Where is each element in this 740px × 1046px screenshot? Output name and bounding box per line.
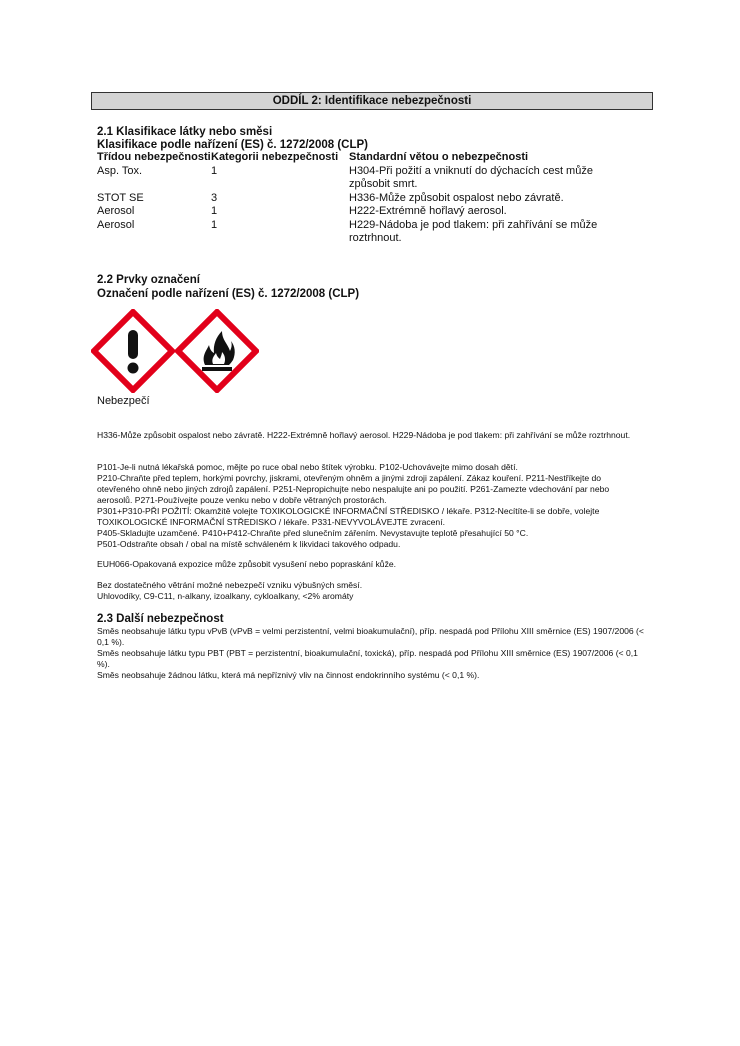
row-statement: H229-Nádoba je pod tlakem: při zahřívání se může roztrhnout. [349, 218, 598, 244]
s21-heading: 2.1 Klasifikace látky nebo směsi [97, 126, 273, 138]
table-row [97, 219, 657, 246]
s21-subheading: Klasifikace podle nařízení (ES) č. 1272/2008 (CLP) [97, 139, 368, 151]
row-statement: H222-Extrémně hořlavý aerosol. [349, 205, 507, 217]
p-statement: P101-Je-li nutná lékařská pomoc, mějte po ruce obal nebo štítek výrobku. P102-Uchovávejte mimo dosah dětí. [97, 462, 518, 472]
row-category: 1 [211, 218, 218, 231]
table-row [97, 192, 657, 206]
flame-icon [175, 309, 259, 393]
exclamation-mark-icon [91, 309, 175, 393]
row-category: 1 [211, 164, 218, 177]
row-category: 3 [211, 191, 218, 204]
table-row [97, 205, 657, 219]
s23-heading: 2.3 Další nebezpečnost [97, 613, 224, 625]
row-class: Aerosol [97, 205, 135, 217]
hazard-statements: H336-Může způsobit ospalost nebo závratě. H222-Extrémně hořlavý aerosol. H229-Nádoba je pod tlakem: při zahřívání se může roztrhnout. [97, 430, 631, 440]
classification-table [97, 151, 657, 246]
supplemental-line: Bez dostatečného větrání možné nebezpečí vzniku výbušných směsí. [97, 580, 363, 590]
ghs-pictograms [91, 309, 259, 393]
p-statement: P405-Skladujte uzamčené. P410+P412-Chraňte před slunečním zářením. Nevystavujte teplotě přesahující 50 °C. [97, 528, 529, 538]
s22-subheading: Označení podle nařízení (ES) č. 1272/2008 (CLP) [97, 288, 360, 300]
col-header-class: Třídou nebezpečnosti [97, 151, 211, 163]
p-statement: P210-Chraňte před teplem, horkými povrchy, jiskrami, otevřeným ohněm a jinými zdroji zapálení. Zákaz kouření. P211-Nestříkejte do otevřeného ohně nebo jiných zdrojů zapálení. P251-Nepropichujte nebo nespalujte ani po použití. P261-Zamezte vdechování par nebo aerosolů. P271-Používejte pouze venku nebo v dobře větraných prostorách. [97, 473, 610, 505]
row-category: 1 [211, 205, 218, 217]
row-statement: H304-Při požití a vniknutí do dýchacích cest může způsobit smrt. [349, 164, 593, 190]
col-header-statement: Standardní větou o nebezpečnosti [349, 151, 529, 163]
euh-statement: EUH066-Opakovaná expozice může způsobit vysušení nebo popraskání kůže. [97, 559, 397, 569]
p-statement: P301+P310-PŘI POŽITÍ: Okamžitě volejte TOXIKOLOGICKÉ INFORMAČNÍ STŘEDISKO / lékaře. P312-Necítíte-li se dobře, volejte TOXIKOLOGICKÉ INFORMAČNÍ STŘEDISKO / lékaře. P331-NEVYVOLÁVEJTE zvracení. [97, 506, 600, 527]
section-title: ODDÍL 2: Identifikace nebezpečnosti [91, 92, 653, 110]
other-hazard-line: Směs neobsahuje látku typu PBT (PBT = perzistentní, bioakumulační, toxická), příp. nespadá pod Přílohu XIII směrnice (ES) 1907/2006 (< 0,1 %). [97, 648, 638, 669]
other-hazard-line: Směs neobsahuje žádnou látku, která má nepříznivý vliv na činnost endokrinního systému (< 0,1 %). [97, 670, 480, 680]
row-class: Asp. Tox. [97, 164, 143, 177]
p-statement: P501-Odstraňte obsah / obal na místě schváleném k likvidaci takového odpadu. [97, 539, 401, 549]
row-statement: H336-Může způsobit ospalost nebo závratě. [349, 191, 564, 204]
col-header-category: Kategorii nebezpečnosti [211, 151, 339, 163]
supplemental-info [97, 580, 645, 602]
row-class: Aerosol [97, 218, 135, 231]
signal-word: Nebezpečí [97, 395, 150, 407]
supplemental-line: Uhlovodíky, C9-C11, n-alkany, izoalkany, cykloalkany, <2% aromáty [97, 591, 354, 601]
precautionary-statements [97, 462, 645, 550]
table-header [97, 151, 657, 165]
row-class: STOT SE [97, 191, 144, 204]
table-row [97, 165, 657, 192]
s22-heading: 2.2 Prvky označení [97, 274, 200, 286]
other-hazards [97, 626, 645, 681]
other-hazard-line: Směs neobsahuje látku typu vPvB (vPvB = velmi perzistentní, velmi bioakumulační), příp. nespadá pod Přílohu XIII směrnice (ES) 1907/2006 (< 0,1 %). [97, 626, 644, 647]
